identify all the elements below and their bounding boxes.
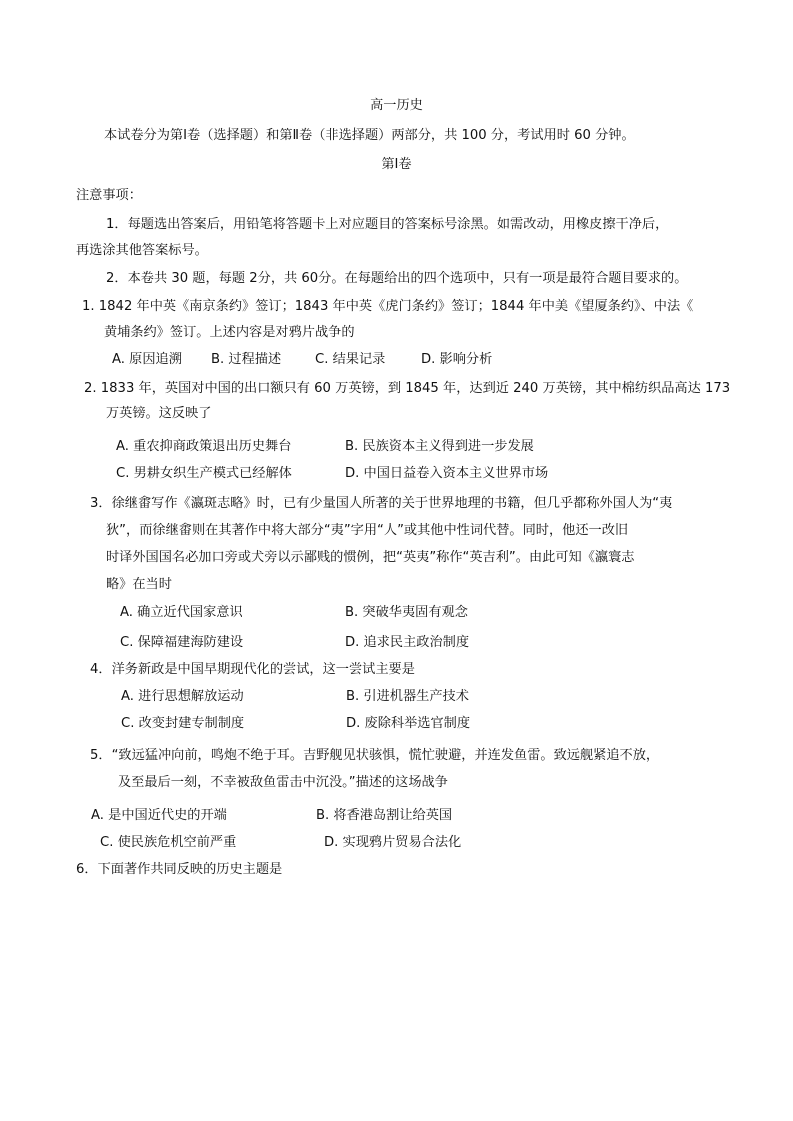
question-4-option-d[interactable]: D. 废除科举选官制度 (346, 716, 471, 731)
question-1-option-b[interactable]: B. 过程描述 (211, 352, 282, 367)
question-5-option-a[interactable]: A. 是中国近代史的开端 (91, 808, 227, 823)
question-3-option-a[interactable]: A. 确立近代国家意识 (120, 605, 243, 620)
question-5-option-c[interactable]: C. 使民族危机空前严重 (100, 835, 237, 850)
question-4-option-a[interactable]: A. 进行思想解放运动 (121, 689, 244, 704)
notes-item-1-cont: 再选涂其他答案标号。 (76, 243, 208, 258)
question-2-line-1: 2. 1833 年，英国对中国的出口额只有 60 万英镑，到 1845 年，达到近 240 万英镑，其中棉纺织品高达 173 (84, 381, 731, 396)
question-1-option-a[interactable]: A. 原因追溯 (112, 352, 182, 367)
question-2-option-b[interactable]: B. 民族资本主义得到进一步发展 (345, 439, 534, 454)
question-1-option-d[interactable]: D. 影响分析 (421, 352, 493, 367)
question-2-option-c[interactable]: C. 男耕女织生产模式已经解体 (116, 466, 292, 481)
question-3-option-c[interactable]: C. 保障福建海防建设 (120, 635, 244, 650)
question-5-line-1: 5．“致远猛冲向前，鸣炮不绝于耳。吉野舰见状骇惧，慌忙驶避，并连发鱼雷。致远舰紧追不放， (90, 748, 660, 763)
question-3-line-1: 3．徐继畬写作《瀛斑志略》时，已有少量国人所著的关于世界地理的书籍，但几乎都称外国人为“夷 (90, 496, 673, 511)
question-1-line-2: 黄埔条约》签订。上述内容是对鸦片战争的 (104, 325, 355, 340)
exam-intro: 本试卷分为第Ⅰ卷（选择题）和第Ⅱ卷（非选择题）两部分，共 100 分，考试用时 60 分钟。 (104, 128, 635, 143)
notes-item-1: 1．每题选出答案后，用铅笔将答题卡上对应题目的答案标号涂黑。如需改动，用橡皮擦干净后， (106, 217, 669, 232)
question-5-option-d[interactable]: D. 实现鸦片贸易合法化 (324, 835, 462, 850)
notes-heading: 注意事项： (76, 188, 142, 203)
question-5-option-b[interactable]: B. 将香港岛割让给英国 (316, 808, 453, 823)
question-3-line-4: 略》在当时 (106, 577, 172, 592)
question-3-line-2: 狄”，而徐继畬则在其著作中将大部分“夷”字用“人”或其他中性词代替。同时，他还一改旧 (106, 523, 629, 538)
question-4-line-1: 4．洋务新政是中国早期现代化的尝试，这一尝试主要是 (90, 662, 415, 677)
question-4-option-b[interactable]: B. 引进机器生产技术 (346, 689, 469, 704)
notes-item-2: 2．本卷共 30 题，每题 2分，共 60分。在每题给出的四个选项中，只有一项是最符合题目要求的。 (106, 271, 688, 286)
question-5-line-2: 及至最后一刻，不幸被敌鱼雷击中沉没。”描述的这场战争 (118, 775, 448, 790)
question-4-option-c[interactable]: C. 改变封建专制制度 (121, 716, 245, 731)
question-2-option-d[interactable]: D. 中国日益卷入资本主义世界市场 (345, 466, 549, 481)
question-3-line-3: 时译外国国名必加口旁或犬旁以示鄙贱的惯例，把“英夷”称作“英吉利”。由此可知《瀛寰志 (106, 550, 635, 565)
question-6-line-1: 6．下面著作共同反映的历史主题是 (76, 862, 283, 877)
question-3-option-b[interactable]: B. 突破华夷固有观念 (345, 605, 468, 620)
question-2-option-a[interactable]: A. 重农抑商政策退出历史舞台 (116, 439, 292, 454)
page-title: 高一历史 (370, 98, 423, 113)
section-title: 第Ⅰ卷 (381, 157, 412, 172)
question-1-option-c[interactable]: C. 结果记录 (315, 352, 386, 367)
question-2-line-2: 万英镑。这反映了 (106, 406, 212, 421)
question-3-option-d[interactable]: D. 追求民主政治制度 (345, 635, 470, 650)
question-1-line-1: 1. 1842 年中英《南京条约》签订；1843 年中英《虎门条约》签订；1844 年中美《望厦条约》、中法《 (82, 299, 694, 314)
